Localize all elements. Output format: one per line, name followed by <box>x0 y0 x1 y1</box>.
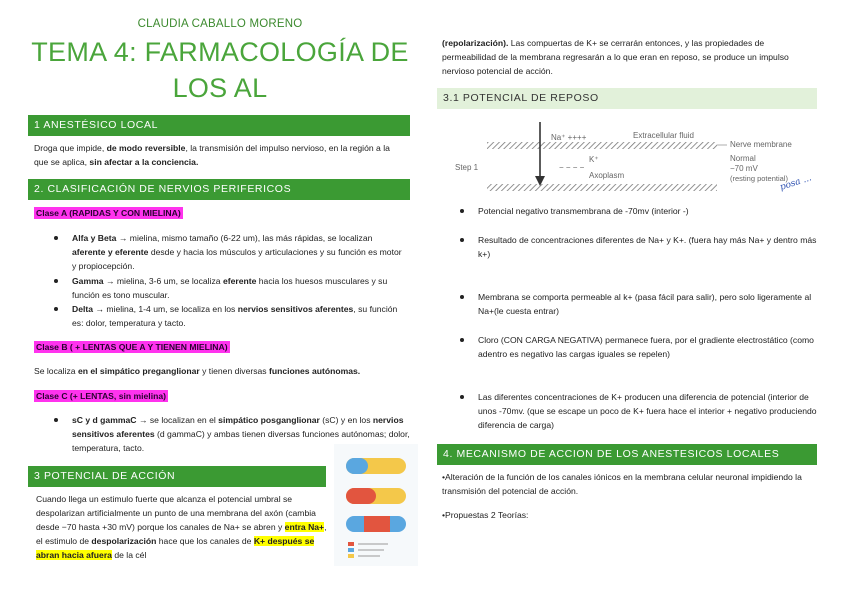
list-item <box>478 233 818 261</box>
membrane-bottom <box>487 184 717 191</box>
bullet-icon <box>460 295 464 299</box>
page-title <box>28 34 412 106</box>
bold-text: funciones autónomas. <box>269 366 361 376</box>
bullet-icon <box>54 236 58 240</box>
list-item <box>72 274 408 302</box>
bold-text: simpático posganglionar <box>218 415 320 425</box>
list-item <box>478 390 818 432</box>
bold-text: despolarización <box>91 536 157 546</box>
text: hace que los canales de <box>156 536 254 546</box>
section-3-paragraph <box>36 492 328 562</box>
text: (d gammaC) y ambas tienen diversas funciones autónomas; dolor, temperatura, tacto. <box>72 429 410 453</box>
section-1-paragraph <box>34 141 406 169</box>
bullet-icon <box>54 279 58 283</box>
bold-text: eferente <box>222 276 257 286</box>
bullet-icon <box>460 338 464 342</box>
bullet-icon <box>54 307 58 311</box>
propuestas-paragraph: •Propuestas 2 Teorías: <box>442 510 529 520</box>
label-minus: − − − − <box>559 163 585 172</box>
handwritten-note: posa ... <box>778 173 813 193</box>
highlighted-text: entra Na+ <box>284 522 325 532</box>
text: Resultado de concentraciones diferentes de Na+ y K+. (fuera hay más Na+ y dentro más k+) <box>478 235 817 259</box>
text: , la transmisión del impulso nervioso, en la región a la que se aplica, <box>34 143 390 167</box>
section-heading-potencial-reposo: 3.1 POTENCIAL DE REPOSO <box>437 88 817 109</box>
text: Cloro (CON CARGA NEGATIVA) permanece fuera, por el gradiente electrostático (como adentro es negativo las cargas iguales se repelen) <box>478 335 814 359</box>
text: Se localiza <box>34 366 78 376</box>
text: Cuando llega un estimulo fuerte que alcanza el potencial umbral se despolarizan artificialmente un punto de una membrana del axón (cambia desde −70 hasta +30 mV) porque los canales de Na+ se abren y <box>36 494 316 532</box>
class-b-paragraph <box>34 364 410 378</box>
label-normal: Normal <box>730 154 756 163</box>
text: de la cél <box>111 550 147 560</box>
bullet-icon <box>460 238 464 242</box>
bold-text: sin afectar a la conciencia. <box>89 157 199 167</box>
section-heading-clasificacion: 2. CLASIFICACIÓN DE NERVIOS PERIFERICOS <box>28 179 410 200</box>
text: , su función es: dolor, temperatura y tacto. <box>72 304 398 328</box>
label-axoplasm: Axoplasm <box>589 171 625 180</box>
list-item <box>478 290 818 318</box>
text: → mielina, 3-6 um, se localiza <box>103 276 223 286</box>
bold-text: en el simpático preganglionar <box>77 366 200 376</box>
bold-text: Delta <box>72 304 94 314</box>
bold-text: Gamma <box>72 276 104 286</box>
text: Las compuertas de K+ se cerrarán entonces, y las propiedades de permeabilidad de la membrana regresarán a lo que eran en reposo, se produce un impulso nervioso potencial de acción. <box>442 38 789 76</box>
bold-text: nervios sensitivos aferentes <box>237 304 354 314</box>
membrane-top <box>487 142 717 149</box>
bullet-icon <box>460 395 464 399</box>
label-na: Na⁺ ++++ <box>551 133 587 142</box>
title-line-2: LOS AL <box>172 73 268 103</box>
text: → se localizan en el <box>136 415 219 425</box>
class-c-label: Clase C (+ LENTAS, sin mielina) <box>36 391 166 401</box>
class-a-label: Clase A (RAPIDAS Y CON MIELINA) <box>36 208 181 218</box>
section-heading-potencial-accion: 3 POTENCIAL DE ACCIÓN <box>28 466 326 487</box>
list-item <box>478 204 818 218</box>
bold-text: (repolarización). <box>442 38 509 48</box>
label-resting: (resting potential) <box>730 174 788 183</box>
section-heading-anestesico-local: 1 ANESTÉSICO LOCAL <box>28 115 410 136</box>
list-item <box>72 302 408 330</box>
author-name: CLAUDIA CABALLO MORENO <box>137 18 303 30</box>
label-step: Step 1 <box>455 163 479 172</box>
cell-membrane-illustration <box>334 444 418 566</box>
list-item <box>478 333 818 361</box>
class-b-label: Clase B ( + LENTAS QUE A Y TIENEN MIELINA) <box>36 342 228 352</box>
text: → mielina, mismo tamaño (6-22 um), las más rápidas, se localizan <box>116 233 373 243</box>
list-item <box>72 231 408 273</box>
bold-text: nervios sensitivos aferentes <box>72 415 404 439</box>
text: (sC) y en los <box>319 415 373 425</box>
text: y tienen diversas <box>199 366 269 376</box>
text: desde y hacia los músculos y articulaciones y su función es motor y propiocepción. <box>72 247 402 271</box>
resting-potential-diagram <box>455 118 817 204</box>
text: Las diferentes concentraciones de K+ producen una diferencia de potencial (interior de unos -70mv. (que se escape un poco de K+ fuera hace el interior + negativo produciendo diferencia de carga) <box>478 392 817 430</box>
text: hacia los huesos musculares y su función es tono muscular. <box>72 276 388 300</box>
bold-text: sC y d gammaC <box>72 415 137 425</box>
text: → mielina, 1-4 um, se localiza en los <box>93 304 238 314</box>
text: Membrana se comporta permeable al k+ (pasa fácil para salir), pero solo ligeramente al Na+(le cuesta entrar) <box>478 292 812 316</box>
bullet-icon <box>54 418 58 422</box>
bold-text: Alfa y Beta <box>72 233 117 243</box>
section-heading-mecanismo: 4. MECANISMO DE ACCION DE LOS ANESTESICOS LOCALES <box>437 444 817 465</box>
text: Droga que impide, <box>34 143 107 153</box>
label-mv: −70 mV <box>730 164 758 173</box>
repolarizacion-paragraph <box>442 36 817 78</box>
cell-3 <box>346 516 406 532</box>
text: Potencial negativo transmembrana de -70mv (interior -) <box>478 206 689 216</box>
highlighted-text: K+ después se abran hacia afuera <box>36 536 315 560</box>
cell-2 <box>346 488 406 504</box>
mecanismo-paragraph: •Alteración de la función de los canales iónicos en la membrana celular neuronal impidiendo la transmisión del potencial de acción. <box>442 472 802 496</box>
cell-1 <box>346 458 406 474</box>
title-line-1: TEMA 4: FARMACOLOGÍA DE <box>31 37 409 67</box>
bullet-icon <box>460 209 464 213</box>
text: , el estimulo de <box>36 522 327 546</box>
label-extracellular: Extracellular fluid <box>633 131 694 140</box>
label-k: K⁺ <box>589 155 599 164</box>
label-nerve-membrane: Nerve membrane <box>730 140 792 149</box>
bold-text: aferente y eferente <box>72 247 149 257</box>
bold-text: de modo reversible <box>106 143 186 153</box>
